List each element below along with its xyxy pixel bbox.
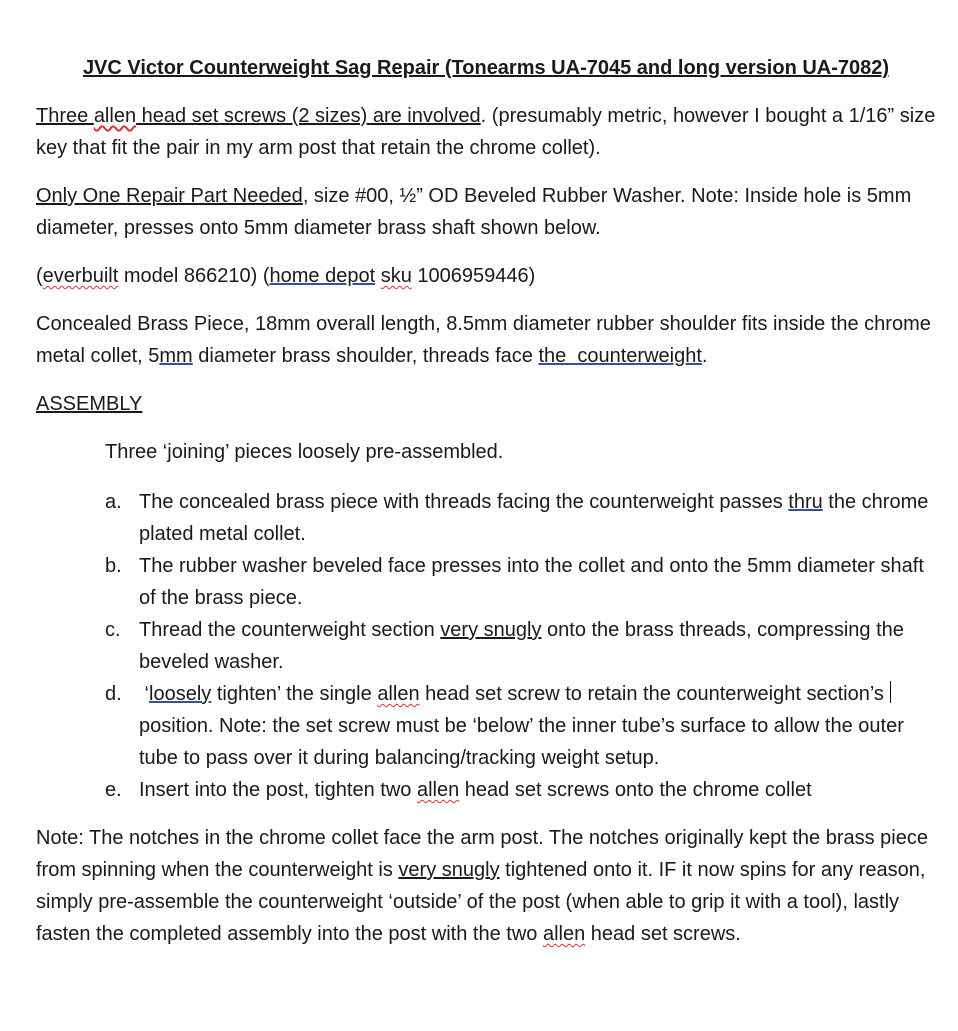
text-cursor — [890, 681, 891, 703]
screws-underlined-a: Three — [36, 105, 94, 127]
step-e — [36, 774, 936, 806]
brass-text-a: Concealed Brass Piece, 18mm overall length, 8.5mm diameter rubber shoulder fits inside the chrome metal collet, 5 — [36, 313, 931, 367]
screws-underlined-c: head set screws (2 sizes) are involved — [136, 105, 481, 127]
repair-part-heading: Only One Repair Part Needed — [36, 185, 303, 207]
step-b — [36, 550, 936, 614]
step-b-text: The rubber washer beveled face presses into the collet and onto the 5mm diameter shaft of the brass piece. — [139, 555, 924, 609]
assembly-heading: ASSEMBLY — [36, 393, 143, 415]
step-c-text-end: onto the brass threads, compressing the beveled washer. — [139, 619, 904, 673]
step-d-text-e: head set screw to retain the counterweight section’s — [419, 683, 890, 705]
very-snugly-phrase: very snugly — [440, 619, 542, 641]
everbuilt-word: everbuilt — [42, 265, 119, 287]
brass-text-e: . — [701, 345, 708, 367]
assembly-steps — [36, 486, 936, 806]
screws-rest: . (presumably metric, however I bought a 1/16” size key that fit the pair in my arm post that retain the chrome collet). — [36, 105, 936, 159]
home-depot-link[interactable]: home depot — [269, 265, 376, 287]
document-title: JVC Victor Counterweight Sag Repair (Tonearms UA-7045 and long version UA-7082) — [82, 57, 890, 79]
sku-word: sku — [380, 265, 412, 287]
brass-text-c: diameter brass shoulder, threads face — [192, 345, 539, 367]
step-d-text-c: tighten’ the single — [211, 683, 378, 705]
assembly-intro: Three ‘joining’ pieces loosely pre-assembled. — [105, 441, 504, 463]
paragraph-screws — [36, 100, 936, 164]
document-body — [36, 52, 936, 966]
very-snugly-phrase: very snugly — [398, 859, 500, 881]
step-d — [36, 678, 936, 774]
allen-word: allen — [542, 923, 586, 945]
paragraph-part-numbers — [36, 260, 936, 292]
step-d-text-f: position. Note: the set screw must be ‘below’ the inner tube’s surface to allow the outer tube to pass over it during balancing/tracking weight setup. — [139, 715, 904, 769]
part-text-g: 1006959446) — [411, 265, 536, 287]
step-c — [36, 614, 936, 678]
step-c-text: Thread the counterweight section — [139, 619, 441, 641]
note-text-e: head set screws. — [585, 923, 741, 945]
allen-word: allen — [377, 683, 420, 705]
allen-word: allen — [416, 779, 460, 801]
part-text-c: model 866210) ( — [118, 265, 270, 287]
the-counterweight-phrase: the counterweight — [538, 345, 702, 367]
step-a — [36, 486, 936, 550]
step-marker: c. — [105, 619, 121, 641]
repair-part-text: , size #00, ½” OD Beveled Rubber Washer. Note: Inside hole is 5mm diameter, presses onto 5mm diameter brass shaft shown below. — [36, 185, 912, 239]
part-text-a: ( — [36, 265, 43, 287]
step-e-text: Insert into the post, tighten two — [139, 779, 417, 801]
step-marker: a. — [105, 491, 122, 513]
note-text-a: Note: The notches in the chrome collet face the arm post. The notches originally kept the brass piece from spinning when the counterweight is — [36, 827, 928, 881]
step-d-text-a: ‘ — [139, 683, 149, 705]
step-a-text: The concealed brass piece with threads facing the counterweight passes — [139, 491, 789, 513]
step-e-text-end: head set screws onto the chrome collet — [459, 779, 812, 801]
step-marker: e. — [105, 779, 122, 801]
note-text-c: tightened onto it. IF it now spins for any reason, simply pre-assemble the counterweight ‘outside’ of the post (when able to grip it with a tool), lastly fasten the completed assembly into the post with the two — [36, 859, 926, 945]
thru-word: thru — [788, 491, 823, 513]
step-a-text-end: the chrome plated metal collet. — [139, 491, 929, 545]
paragraph-repair-part — [36, 180, 936, 244]
paragraph-brass-piece — [36, 308, 936, 372]
step-marker: d. — [105, 683, 122, 705]
paragraph-note — [36, 822, 936, 950]
step-marker: b. — [105, 555, 122, 577]
mm-word: mm — [159, 345, 193, 367]
screws-underlined-allen: allen — [93, 105, 137, 127]
loosely-word: loosely — [149, 683, 212, 705]
